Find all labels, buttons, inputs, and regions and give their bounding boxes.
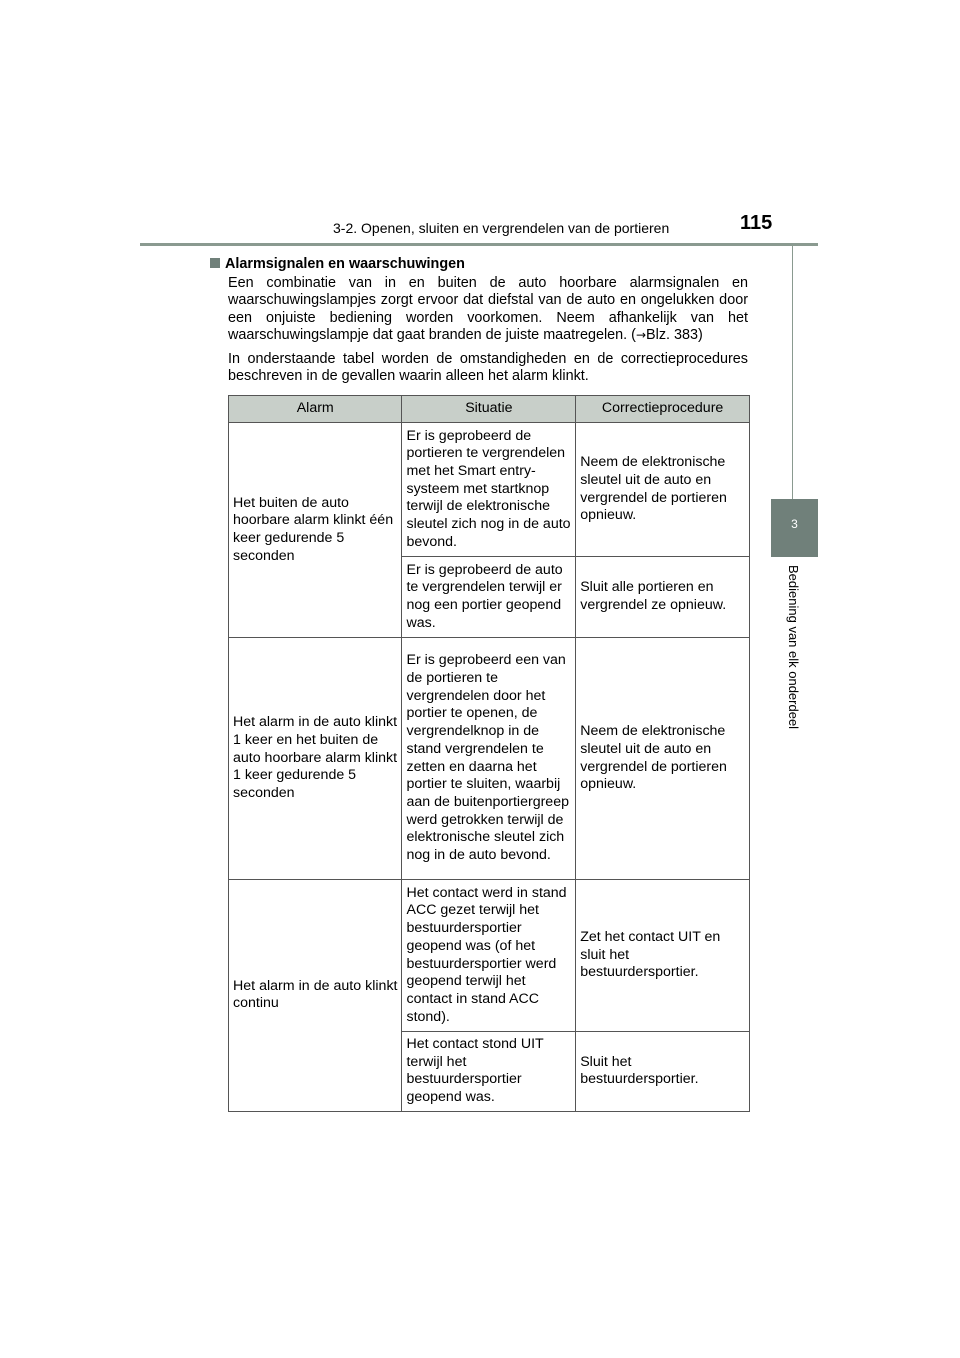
alarm-cell: Het alarm in de auto klinkt 1 keer en het buiten de auto hoorbare alarm klinkt 1 keer gedurende 5 seconden <box>229 638 402 880</box>
chapter-number: 3 <box>791 517 798 531</box>
column-header-alarm: Alarm <box>229 396 402 423</box>
situation-cell: Het contact werd in stand ACC gezet terwijl het bestuurdersportier geopend was (of het bestuurdersportier werd geopend terwijl het contact in stand ACC stond). <box>402 880 576 1032</box>
procedure-cell: Neem de elektronische sleutel uit de auto en vergrendel de portieren opnieuw. <box>576 638 750 880</box>
header-section-title: 3-2. Openen, sluiten en vergrendelen van de portieren <box>333 220 670 236</box>
situation-cell: Het contact stond UIT terwijl het bestuurdersportier geopend was. <box>402 1032 576 1112</box>
procedure-cell: Sluit alle portieren en vergrendel ze opnieuw. <box>576 557 750 638</box>
table-row <box>229 423 750 557</box>
alarm-cell: Het alarm in de auto klinkt continu <box>229 880 402 1112</box>
situation-cell: Er is geprobeerd een van de portieren te vergrendelen door het portier te openen, de vergrendelknop in de stand vergrendelen te zetten en daarna het portier te sluiten, waarbij aan de buitenportiergreep werd getrokken terwijl de elektronische sleutel zich nog in de auto bevond. <box>402 638 576 880</box>
column-header-situatie: Situatie <box>402 396 576 423</box>
situation-cell: Er is geprobeerd de portieren te vergrendelen met het Smart entry-systeem met startknop terwijl de elektronische sleutel zich nog in de auto bevond. <box>402 423 576 557</box>
column-header-correctieprocedure: Correctieprocedure <box>576 396 750 423</box>
procedure-cell: Zet het contact UIT en sluit het bestuurdersportier. <box>576 880 750 1032</box>
section-heading <box>210 256 748 274</box>
page-reference-link[interactable]: Blz. 383) <box>646 327 703 343</box>
chapter-tab <box>771 499 818 557</box>
alarm-section <box>210 256 748 392</box>
procedure-cell: Neem de elektronische sleutel uit de auto en vergrendel de portieren opnieuw. <box>576 423 750 557</box>
procedure-cell: Sluit het bestuurdersportier. <box>576 1032 750 1112</box>
side-rule <box>792 246 793 499</box>
table-row <box>229 880 750 1032</box>
situation-cell: Er is geprobeerd de auto te vergrendelen terwijl er nog een portier geopend was. <box>402 557 576 638</box>
section-heading-text: Alarmsignalen en waarschuwingen <box>225 256 465 272</box>
alarm-table <box>228 395 750 1112</box>
table-header-row <box>229 396 750 423</box>
page-number: 115 <box>740 212 773 234</box>
intro-paragraph <box>228 275 748 345</box>
chapter-label: Bediening van elk onderdeel <box>786 565 801 730</box>
square-bullet-icon <box>210 258 220 268</box>
intro-text: Een combinatie van in en buiten de auto hoorbare alarmsignalen en waarschuwingslampjes zorgt ervoor dat diefstal van de auto en ongelukken door een onjuiste bediening worden voorkomen. Neem afhankelijk van het waarschuwingslampje dat gaat branden de juiste maatregelen. ( <box>228 274 748 343</box>
header-rule <box>140 243 818 246</box>
alarm-cell: Het buiten de auto hoorbare alarm klinkt één keer gedurende 5 seconden <box>229 423 402 638</box>
table-intro-paragraph: In onderstaande tabel worden de omstandigheden en de correctieprocedures beschreven in de gevallen waarin alleen het alarm klinkt. <box>228 350 748 384</box>
table-row <box>229 638 750 880</box>
arrow-right-icon: → <box>635 328 647 342</box>
